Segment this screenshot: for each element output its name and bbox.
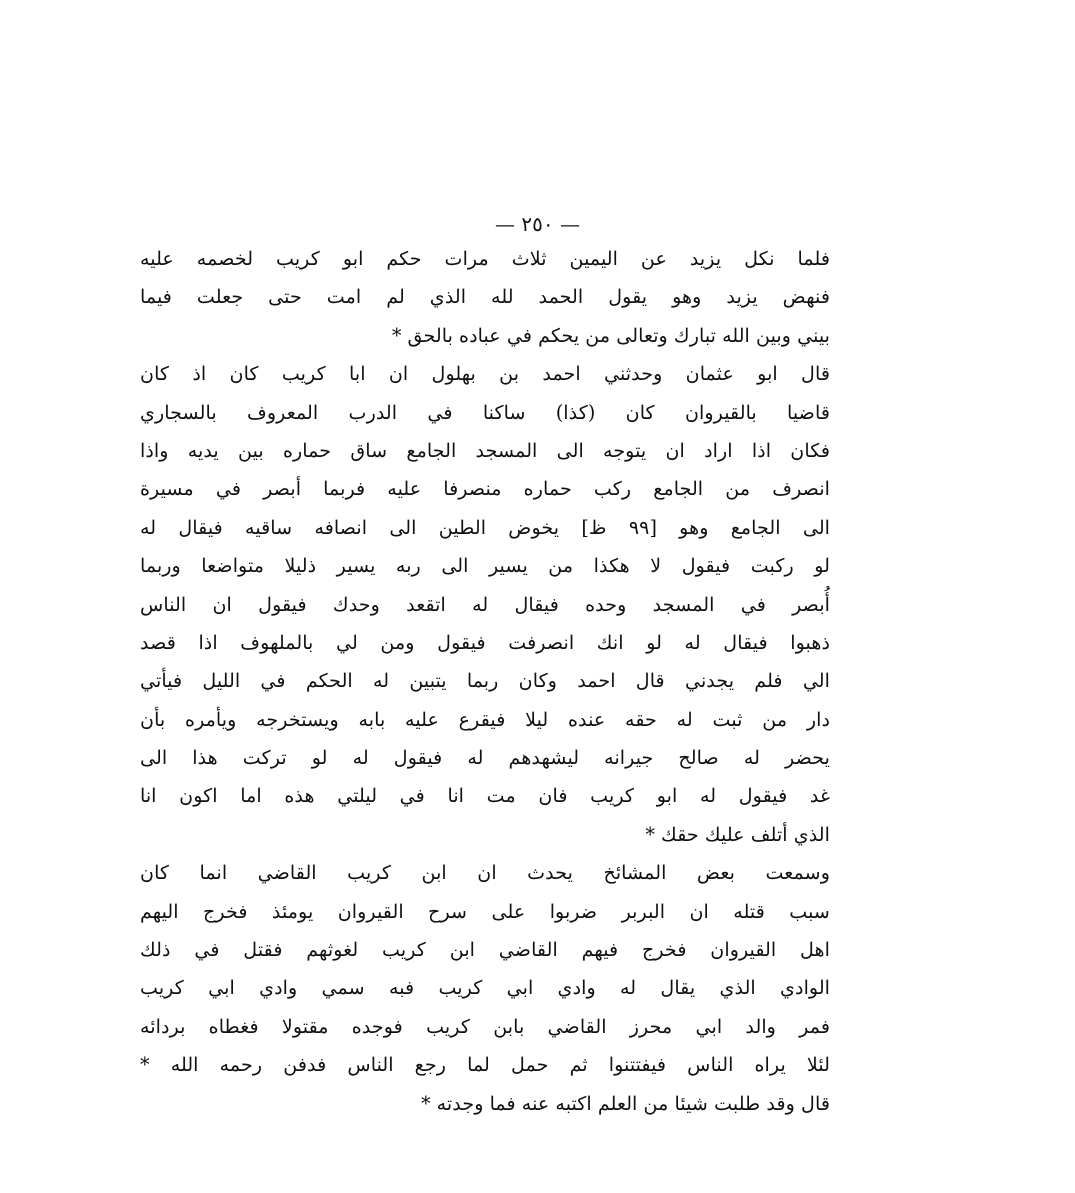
text-line: وسمعت بعض المشائخ يحدث ان ابن كريب القاضي انما كان xyxy=(140,861,830,885)
text-line: الوادي الذي يقال له وادي ابي كريب فبه سمي وادي ابي كريب xyxy=(140,976,830,1000)
text-line: قال ابو عثمان وحدثني احمد بن بهلول ان ابا كريب كان اذ كان xyxy=(140,362,830,386)
text-line: فلما نكل يزيد عن اليمين ثلاث مرات حكم ابو كريب لخصمه عليه xyxy=(140,247,830,270)
page-number: — ٢٥٠ — xyxy=(495,212,580,236)
text-line: يحضر له صالح جيرانه ليشهدهم له فيقول له لو تركت هذا الى xyxy=(140,746,830,770)
text-line: قال وقد طلبت شيئا من العلم اكتبه عنه فما وجدته * xyxy=(420,1091,830,1115)
text-line: غد فيقول له ابو كريب فان مت انا في ليلتي هذه اما اكون انا xyxy=(140,784,830,808)
text-line: بيني وبين الله تبارك وتعالى من يحكم في عباده بالحق * xyxy=(391,323,830,347)
text-line: لئلا يراه الناس فيفتتنوا ثم حمل لما رجع الناس فدفن رحمه الله * xyxy=(140,1053,830,1077)
text-line: الذي أتلف عليك حقك * xyxy=(645,822,830,846)
document-body xyxy=(140,240,830,1123)
text-line: سبب قتله ان البربر ضربوا على سرح القيروان يومئذ فخرج اليهم xyxy=(140,899,830,923)
text-line: لو ركبت فيقول لا هكذا من يسير الى ربه يسير ذليلا متواضعا وربما xyxy=(140,554,830,578)
text-line: ذهبوا فيقال له لو انك انصرفت فيقول ومن لي بالملهوف اذا قصد xyxy=(140,630,830,654)
text-line: الي فلم يجدني قال احمد وكان ربما يتبين له الحكم في الليل فيأتي xyxy=(140,669,830,693)
text-line: فكان اذا اراد ان يتوجه الى المسجد الجامع ساق حماره بين يديه واذا xyxy=(140,438,830,462)
text-line: قاضيا بالقيروان كان (كذا) ساكنا في الدرب المعروف بالسجاري xyxy=(140,400,830,424)
text-line: دار من ثبت له حقه عنده ليلا فيقرع عليه بابه ويستخرجه ويأمره بأن xyxy=(140,707,830,731)
text-line: أُبصر في المسجد وحده فيقال له اتقعد وحدك فيقول ان الناس xyxy=(140,592,830,616)
text-line: فنهض يزيد وهو يقول الحمد لله الذي لم امت حتى جعلت فيما xyxy=(140,285,830,309)
text-line: انصرف من الجامع ركب حماره منصرفا عليه فربما أبصر في مسيرة xyxy=(140,477,830,501)
text-line: فمر والد ابي محرز القاضي بابن كريب فوجده مقتولا فغطاه بردائه xyxy=(140,1014,830,1038)
text-line: اهل القيروان فخرج فيهم القاضي ابن كريب لغوثهم فقتل في ذلك xyxy=(140,938,830,962)
text-line: الى الجامع وهو [٩٩ ظ] يخوض الطين الى انصافه ساقيه فيقال له xyxy=(140,515,830,539)
paragraph-1 xyxy=(140,240,830,355)
paragraph-3 xyxy=(140,854,830,1123)
paragraph-2 xyxy=(140,355,830,854)
